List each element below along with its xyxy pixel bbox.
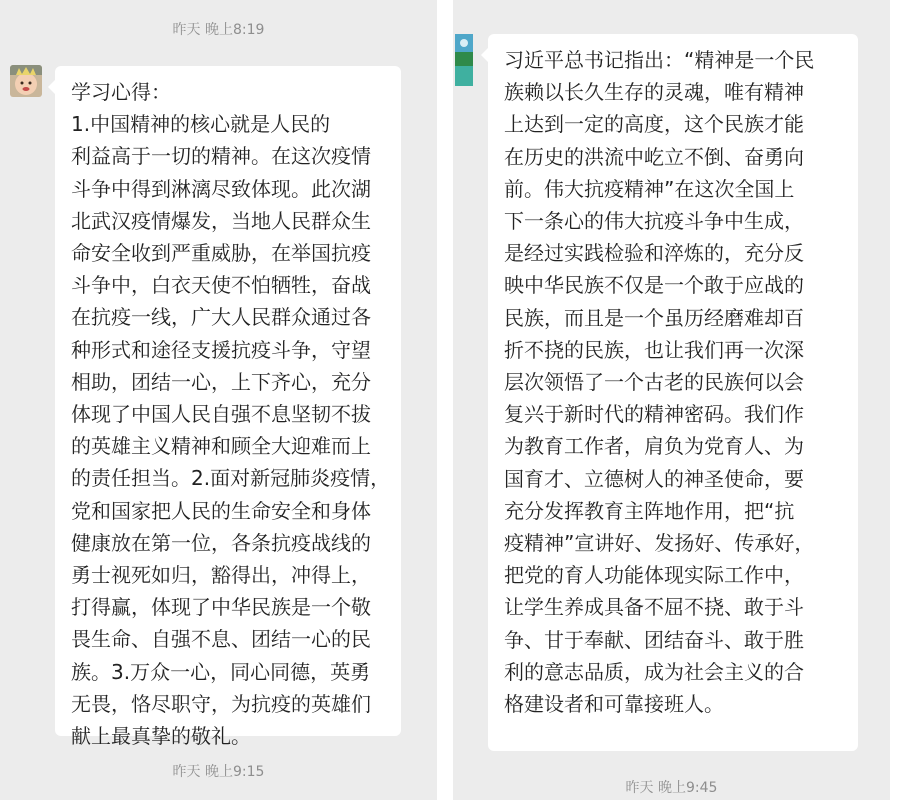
message-line: 健康放在第一位，各条抗疫战线的 <box>71 530 371 555</box>
message-line: 充分发挥教育主阵地作用，把“抗 <box>504 498 795 523</box>
message-line: 让学生养成具备不屈不挠、敢于斗 <box>504 595 804 620</box>
message-line: 体现了中国人民自强不息坚韧不拔 <box>71 402 371 427</box>
message-line: 族赖以长久生存的灵魂，唯有精神 <box>504 80 804 105</box>
message-line: 是经过实践检验和淬炼的，充分反 <box>504 241 804 266</box>
message-line: 学习心得： <box>71 80 171 104</box>
message-bubble-left[interactable] <box>55 66 401 749</box>
message-line: 争、甘于奉献、团结奋斗、敢于胜 <box>504 627 804 652</box>
message-line: 复兴于新时代的精神密码。我们作 <box>504 402 804 427</box>
message-text <box>504 44 844 720</box>
message-line: 为教育工作者，肩负为党育人、为 <box>504 434 804 459</box>
message-line: 前。伟大抗疫精神”在这次全国上 <box>504 176 795 201</box>
message-line: 北武汉疫情爆发，当地人民群众生 <box>71 208 371 233</box>
message-line: 党和国家把人民的生命安全和身体 <box>71 498 371 523</box>
chat-panel-left <box>0 0 437 800</box>
message-line: 上达到一定的高度，这个民族才能 <box>504 112 804 137</box>
message-line: 格建设者和可靠接班人。 <box>504 692 724 717</box>
message-line: 斗争中，白衣天使不怕牺牲，奋战 <box>71 273 371 298</box>
message-bubble-right[interactable] <box>488 34 858 751</box>
chat-panel-right <box>453 0 890 800</box>
baby-avatar-icon[interactable] <box>10 65 42 97</box>
timestamp-top: 昨天 晚上8:19 <box>172 22 265 38</box>
message-line: 在历史的洪流中屹立不倒、奋勇向 <box>504 144 804 169</box>
message-line: 民族，而且是一个虽历经磨难却百 <box>504 305 804 330</box>
message-line: 利益高于一切的精神。在这次疫情 <box>71 144 371 169</box>
message-line: 下一条心的伟大抗疫斗争中生成， <box>504 209 804 234</box>
message-line: 利的意志品质，成为社会主义的合 <box>504 659 804 684</box>
message-line: 相助，团结一心，上下齐心，充分 <box>71 369 371 394</box>
message-line: 打得赢，体现了中华民族是一个敬 <box>71 595 371 620</box>
message-line: 畏生命、自强不息、团结一心的民 <box>71 627 371 652</box>
message-line: 勇士视死如归，豁得出，冲得上， <box>71 563 371 588</box>
message-line: 在抗疫一线，广大人民群众通过各 <box>71 305 371 330</box>
message-line: 层次领悟了一个古老的民族何以会 <box>504 370 804 395</box>
timestamp-bottom-partial: 昨天 晚上9:45 <box>625 780 718 796</box>
message-line: 1.中国精神的核心就是人民的 <box>71 112 331 137</box>
message-line: 习近平总书记指出：“精神是一个民 <box>504 48 815 72</box>
timestamp-bottom: 昨天 晚上9:15 <box>172 764 265 780</box>
message-line: 斗争中得到淋漓尽致体现。此次湖 <box>71 176 371 201</box>
landscape-avatar-icon[interactable] <box>455 34 473 86</box>
message-line: 的责任担当。2.面对新冠肺炎疫情， <box>71 466 391 491</box>
message-text <box>71 76 391 752</box>
message-line: 无畏，恪尽职守，为抗疫的英雄们 <box>71 691 371 716</box>
message-line: 种形式和途径支援抗疫斗争，守望 <box>71 337 371 362</box>
message-line: 折不挠的民族，也让我们再一次深 <box>504 337 804 362</box>
message-line: 献上最真挚的敬礼。 <box>71 724 251 749</box>
message-line: 族。3.万众一心，同心同德，英勇 <box>71 659 371 684</box>
message-line: 的英雄主义精神和顾全大迎难而上 <box>71 434 371 459</box>
message-line: 映中华民族不仅是一个敢于应战的 <box>504 273 804 298</box>
message-line: 国育才、立德树人的神圣使命，要 <box>504 466 804 491</box>
message-line: 命安全收到严重威胁，在举国抗疫 <box>71 241 371 266</box>
message-line: 把党的育人功能体现实际工作中， <box>504 563 804 588</box>
message-line: 疫精神”宣讲好、发扬好、传承好， <box>504 531 815 556</box>
